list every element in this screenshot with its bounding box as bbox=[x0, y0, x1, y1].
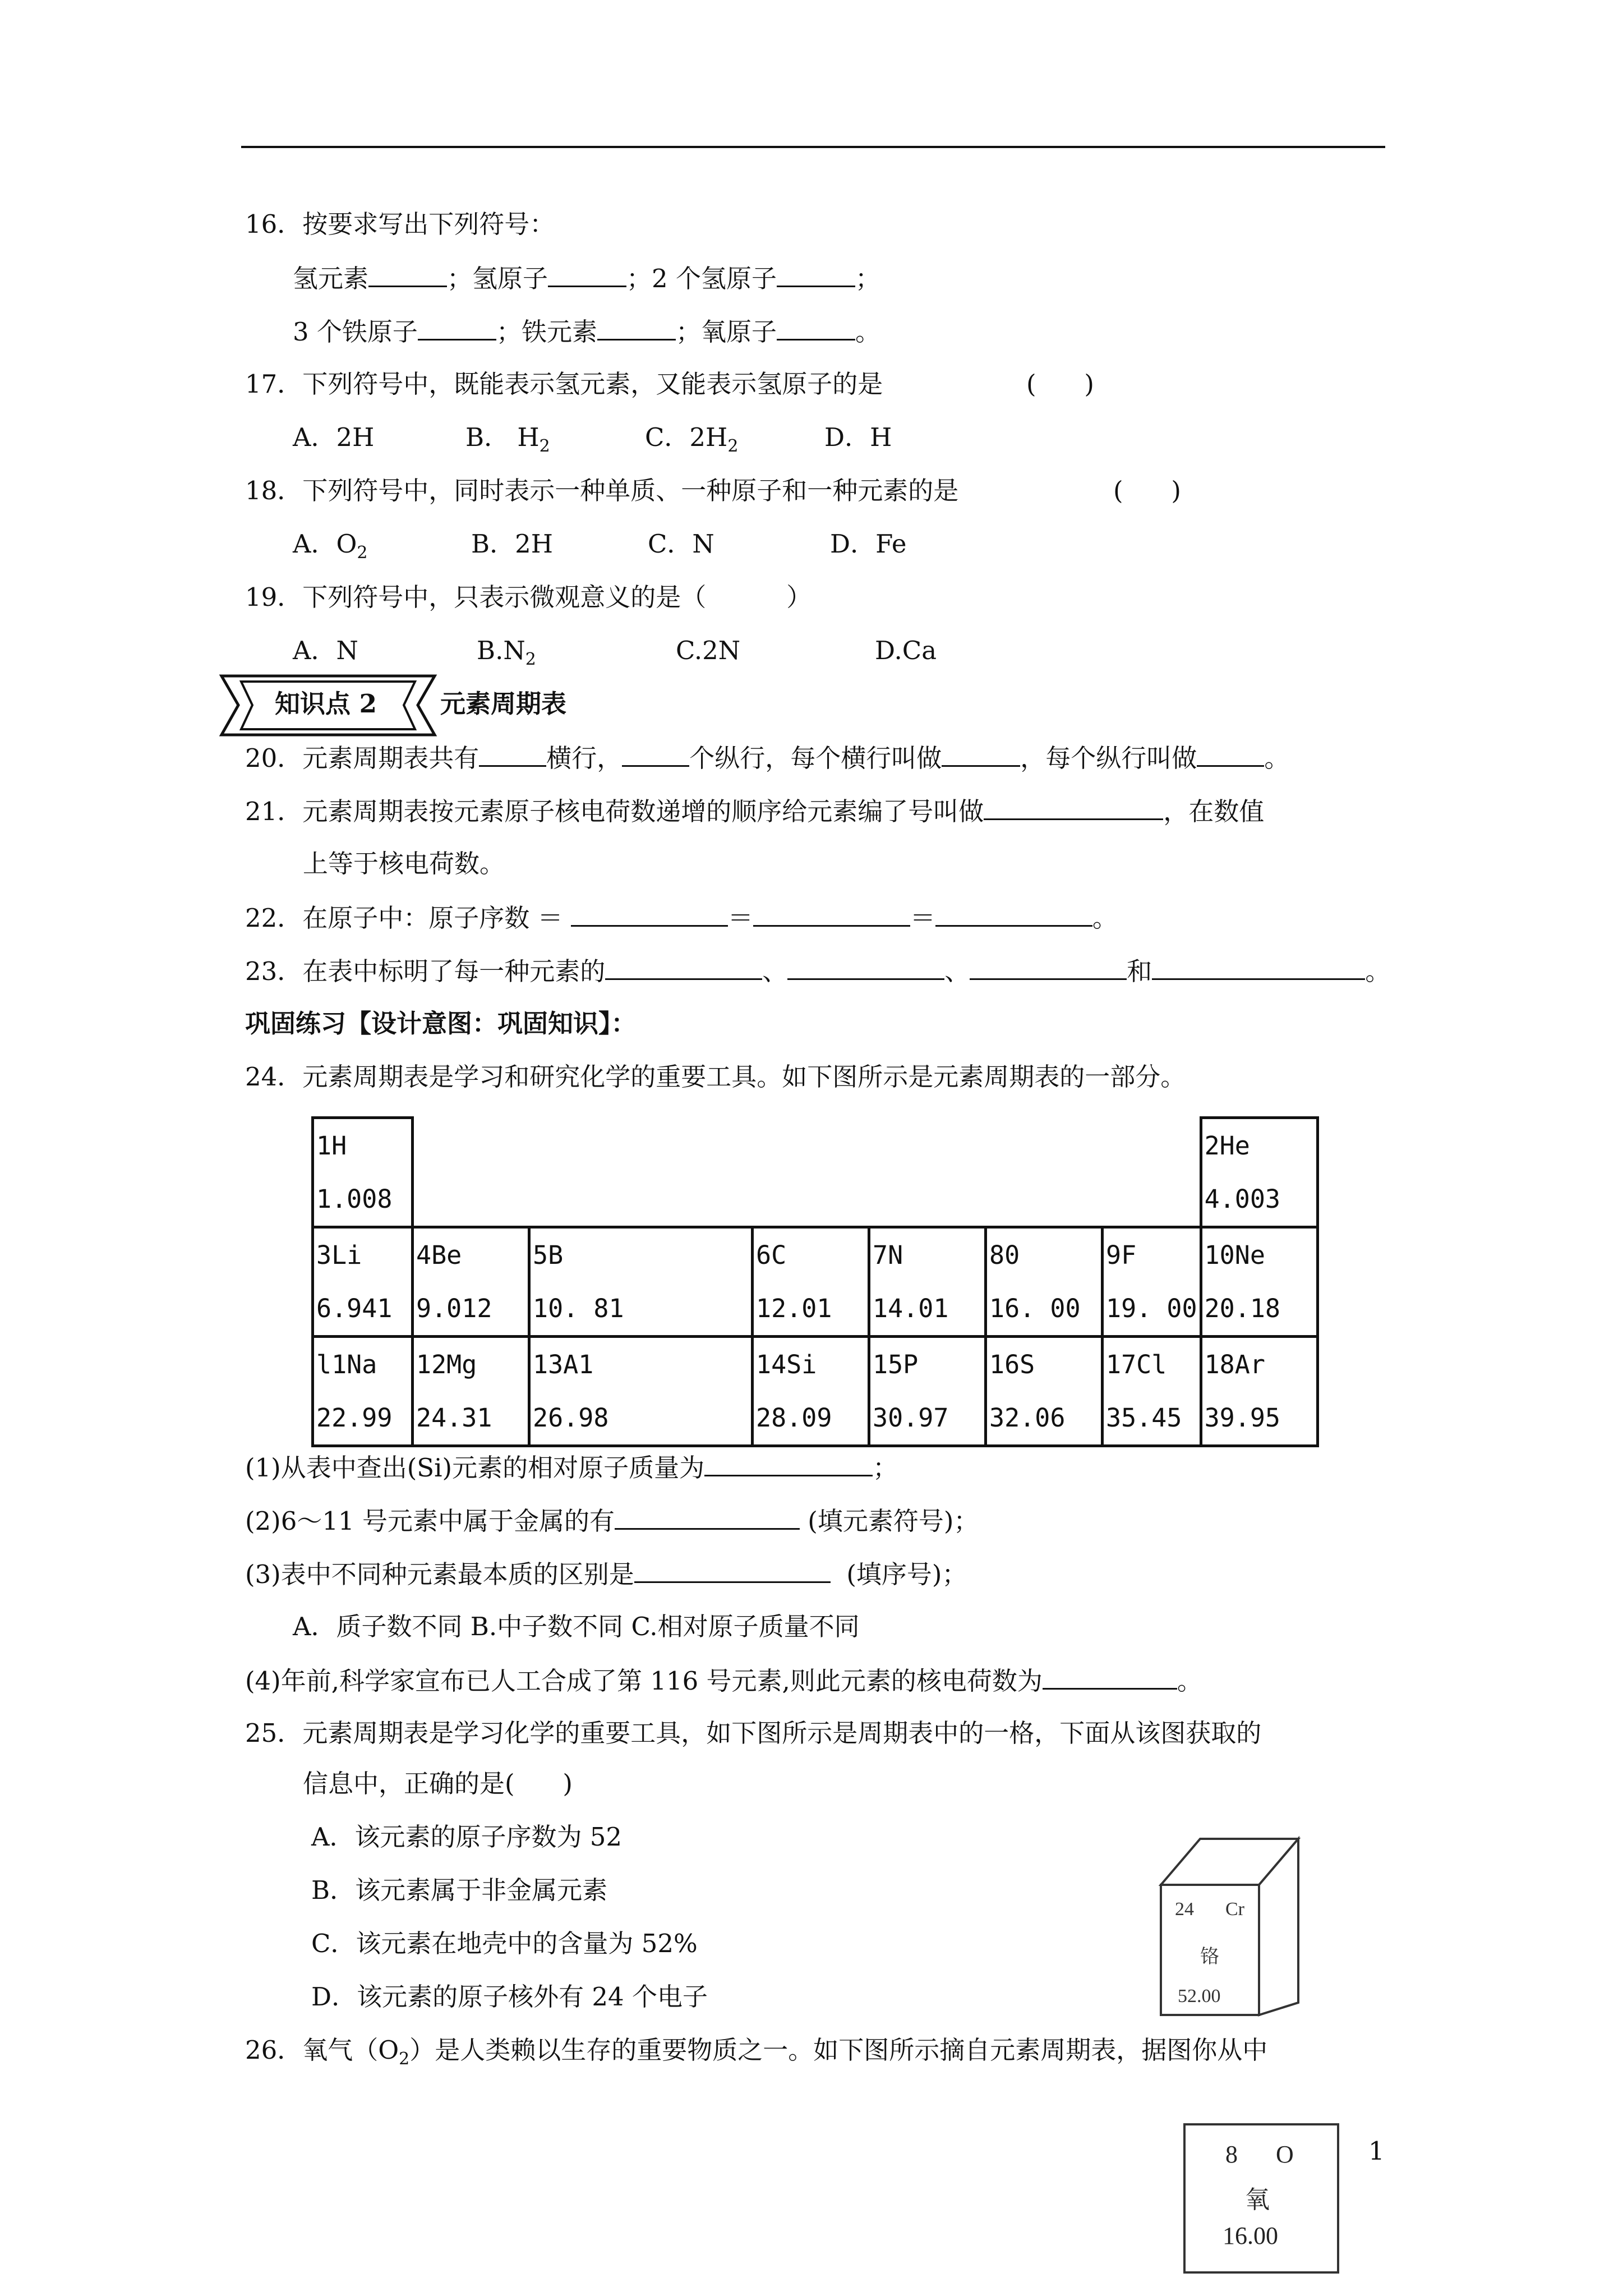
q19-stem: 19．下列符号中，只表示微观意义的是（ ） bbox=[245, 582, 812, 612]
cr-number: 24 bbox=[1175, 1899, 1194, 1920]
q20-c: 个纵行，每个横行叫做 bbox=[689, 743, 942, 773]
cell-mass: 39.95 bbox=[1204, 1403, 1281, 1433]
q17-option-a: A．2H bbox=[293, 422, 375, 452]
q22-b: ＝ bbox=[727, 903, 753, 933]
cell-mass: 16. 00 bbox=[989, 1294, 1081, 1323]
page-number: 1 bbox=[1368, 2136, 1385, 2166]
cell-symbol: 10Ne bbox=[1204, 1240, 1265, 1270]
q19-option-b: $B.N_2$ bbox=[477, 636, 536, 669]
cell-symbol: 3Li bbox=[316, 1240, 362, 1270]
blank[interactable] bbox=[548, 261, 626, 287]
cell-Be bbox=[413, 1227, 529, 1337]
q24-stem: 24．元素周期表是学习和研究化学的重要工具。如下图所示是元素周期表的一部分。 bbox=[245, 1062, 1186, 1092]
cell-H bbox=[313, 1118, 413, 1227]
q19-option-b-label: B.N bbox=[477, 636, 525, 665]
q16-line2 bbox=[293, 314, 880, 349]
q24-sub3-options: A．质子数不同 B.中子数不同 C.相对原子质量不同 bbox=[293, 1612, 860, 1641]
cell-symbol: 2He bbox=[1204, 1131, 1250, 1161]
cell-symbol: 9F bbox=[1106, 1240, 1137, 1270]
blank[interactable] bbox=[935, 900, 1092, 927]
q22 bbox=[245, 900, 1118, 935]
q16-l2-c: ；氧原子 bbox=[675, 317, 777, 347]
q21-line1 bbox=[245, 794, 1264, 829]
q17-paren: ( ) bbox=[1026, 369, 1094, 399]
q26-line1-b: ）是人类赖以生存的重要物质之一。如下图所示摘自元素周期表，据图你从中 bbox=[409, 2035, 1268, 2065]
cell-mass: 22.99 bbox=[316, 1403, 393, 1433]
cell-He bbox=[1201, 1118, 1317, 1227]
q25-line1: 25．元素周期表是学习化学的重要工具，如下图所示是周期表中的一格，下面从该图获取的 bbox=[245, 1718, 1262, 1748]
cell-symbol: 16S bbox=[989, 1350, 1035, 1379]
blank[interactable] bbox=[777, 314, 855, 341]
q16-l1-c: ；2 个氢原子 bbox=[626, 264, 777, 293]
blank[interactable] bbox=[704, 1450, 873, 1476]
o-name: 氧 bbox=[1245, 2185, 1270, 2214]
cell-Si bbox=[753, 1337, 869, 1446]
q24-sub1-end: ； bbox=[873, 1453, 898, 1483]
q24-sub2-text: (2)6～11 号元素中属于金属的有 bbox=[245, 1506, 615, 1536]
q19-option-a: A．N bbox=[293, 636, 358, 665]
q24-sub1 bbox=[245, 1450, 898, 1485]
cell-mass: 32.06 bbox=[989, 1403, 1066, 1433]
q16-line1 bbox=[293, 261, 880, 296]
blank[interactable] bbox=[605, 954, 762, 980]
blank[interactable] bbox=[615, 1503, 800, 1530]
cell-symbol: 12Mg bbox=[416, 1350, 477, 1379]
q20-d: ，每个纵行叫做 bbox=[1020, 743, 1197, 773]
q20-a: 20．元素周期表共有 bbox=[245, 743, 479, 773]
cell-O bbox=[986, 1227, 1103, 1337]
section-title: 元素周期表 bbox=[440, 689, 567, 719]
q24-sub4-end: 。 bbox=[1177, 1666, 1202, 1696]
q18-option-a-label: A．O bbox=[293, 529, 357, 559]
blank[interactable] bbox=[634, 1557, 831, 1583]
cell-mass: 6.941 bbox=[316, 1294, 393, 1323]
q23-b: 、 bbox=[762, 956, 788, 986]
cell-B bbox=[529, 1227, 753, 1337]
q18-option-c: C．N bbox=[648, 529, 714, 559]
q17-option-b: B． $H_2$ bbox=[465, 422, 550, 456]
cell-symbol: 17Cl bbox=[1106, 1350, 1167, 1379]
cell-mass: 28.09 bbox=[756, 1403, 832, 1433]
q22-a: 22．在原子中：原子序数 ＝ bbox=[245, 903, 571, 933]
table-gap bbox=[1317, 1118, 1324, 1227]
cell-C bbox=[753, 1227, 869, 1337]
cell-mass: 30.97 bbox=[873, 1403, 949, 1433]
q16-l2-b: ；铁元素 bbox=[496, 317, 597, 347]
cell-mass: 12.01 bbox=[756, 1294, 832, 1323]
q26-line1: 26．氧气$(O_2)$是人类赖以生存的重要物质之一。如下图所示摘自元素周期表，据图你从中 bbox=[245, 2035, 1268, 2069]
blank[interactable] bbox=[571, 900, 728, 927]
cell-mass: 9.012 bbox=[416, 1294, 492, 1323]
cell-mass: 1.008 bbox=[316, 1184, 393, 1214]
q18-paren: ( ) bbox=[1113, 476, 1181, 505]
cell-Ar bbox=[1201, 1337, 1317, 1446]
cell-Li bbox=[313, 1227, 413, 1337]
q18-stem: 18．下列符号中，同时表示一种单质、一种原子和一种元素的是 bbox=[245, 476, 959, 505]
q21-line2: 上等于核电荷数。 bbox=[303, 849, 505, 878]
q24-sub2 bbox=[245, 1503, 979, 1538]
section-badge-label: 知识点 2 bbox=[275, 689, 377, 719]
q21-text: 21．元素周期表按元素原子核电荷数递增的顺序给元素编了号叫做 bbox=[245, 797, 984, 826]
q19-option-c: C.2N bbox=[676, 636, 741, 665]
q18-option-b: B．2H bbox=[471, 529, 553, 559]
cell-mass: 10. 81 bbox=[533, 1294, 624, 1323]
table-gap bbox=[413, 1118, 1201, 1227]
q16-l1-a: 氢元素 bbox=[293, 264, 369, 293]
blank[interactable] bbox=[984, 794, 1163, 820]
blank[interactable] bbox=[479, 740, 546, 767]
cell-symbol: 13A1 bbox=[533, 1350, 594, 1379]
cell-mass: 26.98 bbox=[533, 1403, 609, 1433]
q24-sub2-end: (填元素符号)； bbox=[799, 1506, 979, 1536]
cell-symbol: l1Na bbox=[316, 1350, 377, 1379]
o-number: 8 bbox=[1225, 2141, 1238, 2168]
cell-mass: 35.45 bbox=[1106, 1403, 1182, 1433]
q16-l2-d: 。 bbox=[855, 317, 880, 347]
q21-end: ，在数值 bbox=[1163, 797, 1265, 826]
q16-l2-a: 3 个铁原子 bbox=[293, 317, 418, 347]
cell-mass: 4.003 bbox=[1204, 1184, 1281, 1214]
q22-c: ＝ bbox=[910, 903, 935, 933]
cell-symbol: 5B bbox=[533, 1240, 564, 1270]
q23-a: 23．在表中标明了每一种元素的 bbox=[245, 956, 606, 986]
periodic-table-excerpt bbox=[311, 1116, 1324, 1447]
cell-symbol: 80 bbox=[989, 1240, 1020, 1270]
q23-e: 。 bbox=[1365, 956, 1391, 986]
q25-option-a: A．该元素的原子序数为 52 bbox=[311, 1822, 623, 1852]
q24-sub3-end: (填序号)； bbox=[830, 1559, 967, 1589]
q25-option-d: D．该元素的原子核外有 24 个电子 bbox=[311, 1982, 708, 2012]
q16-stem: 16．按要求写出下列符号： bbox=[245, 209, 555, 239]
q18-option-d: D．Fe bbox=[830, 529, 907, 559]
q25-option-c: C．该元素在地壳中的含量为 52% bbox=[311, 1929, 698, 1958]
practice-heading: 巩固练习【设计意图：巩固知识】： bbox=[245, 1009, 637, 1038]
q24-sub3 bbox=[245, 1557, 967, 1591]
blank[interactable] bbox=[622, 740, 689, 767]
cell-mass: 20.18 bbox=[1204, 1294, 1281, 1323]
cell-N bbox=[869, 1227, 986, 1337]
blank[interactable] bbox=[753, 900, 910, 927]
cell-Cl bbox=[1103, 1337, 1201, 1446]
cr-symbol: Cr bbox=[1225, 1899, 1244, 1920]
blank[interactable] bbox=[1197, 740, 1264, 767]
q24-sub4 bbox=[245, 1663, 1202, 1698]
q23-d: 和 bbox=[1127, 956, 1152, 986]
cell-symbol: 6C bbox=[756, 1240, 787, 1270]
blank[interactable] bbox=[1043, 1663, 1177, 1690]
q16-l1-d: ； bbox=[855, 264, 880, 293]
q20-b: 横行， bbox=[546, 743, 623, 773]
q19-option-d: D.Ca bbox=[875, 636, 937, 665]
q23 bbox=[245, 954, 1390, 988]
q20 bbox=[245, 740, 1289, 775]
cell-symbol: 18Ar bbox=[1204, 1350, 1265, 1379]
q24-sub4-text: (4)年前,科学家宣布已人工合成了第 116 号元素,则此元素的核电荷数为 bbox=[245, 1666, 1043, 1696]
blank[interactable] bbox=[1152, 954, 1365, 980]
cell-F bbox=[1103, 1227, 1201, 1337]
q16-l1-b: ；氢原子 bbox=[447, 264, 548, 293]
q25-option-b: B．该元素属于非金属元素 bbox=[311, 1875, 608, 1905]
blank[interactable] bbox=[597, 314, 676, 341]
cell-symbol: 14Si bbox=[756, 1350, 817, 1379]
o-symbol: O bbox=[1276, 2141, 1294, 2168]
cr-mass: 52.00 bbox=[1178, 1986, 1221, 2007]
q17-option-c: C．$2H_2$ bbox=[645, 422, 739, 456]
blank[interactable] bbox=[418, 314, 496, 341]
cr-name: 铬 bbox=[1200, 1945, 1219, 1968]
q17-stem: 17．下列符号中，既能表示氢元素，又能表示氢原子的是 bbox=[245, 369, 883, 399]
cell-mass: 24.31 bbox=[416, 1403, 492, 1433]
o-mass: 16.00 bbox=[1223, 2222, 1278, 2249]
cell-Na bbox=[313, 1337, 413, 1446]
cell-Mg bbox=[413, 1337, 529, 1446]
cell-symbol: 15P bbox=[873, 1350, 919, 1379]
q26-line1-a: 26．氧气（O bbox=[245, 2035, 399, 2065]
cell-Al bbox=[529, 1337, 753, 1446]
q22-d: 。 bbox=[1092, 903, 1118, 933]
q17-option-d: D．H bbox=[824, 422, 892, 452]
q24-sub3-text: (3)表中不同种元素最本质的区别是 bbox=[245, 1559, 634, 1589]
q25-line2: 信息中，正确的是( ) bbox=[303, 1769, 573, 1798]
q23-c: 、 bbox=[944, 956, 970, 986]
blank[interactable] bbox=[368, 261, 447, 287]
blank[interactable] bbox=[777, 261, 855, 287]
cell-P bbox=[869, 1337, 986, 1446]
q24-sub1-text: (1)从表中查出(Si)元素的相对原子质量为 bbox=[245, 1453, 705, 1483]
cell-Ne bbox=[1201, 1227, 1317, 1337]
cell-symbol: 4Be bbox=[416, 1240, 462, 1270]
blank[interactable] bbox=[942, 740, 1020, 767]
blank[interactable] bbox=[787, 954, 944, 980]
q20-e: 。 bbox=[1264, 743, 1290, 773]
cell-symbol: 1H bbox=[316, 1131, 347, 1161]
cell-mass: 14.01 bbox=[873, 1294, 949, 1323]
blank[interactable] bbox=[970, 954, 1127, 980]
q17-option-b-label: B． bbox=[465, 422, 510, 452]
cell-S bbox=[986, 1337, 1103, 1446]
q17-option-c-label: C．2H bbox=[645, 422, 728, 452]
q18-option-a: A．$O_2$ bbox=[293, 529, 368, 563]
header-rule bbox=[241, 146, 1385, 148]
cell-symbol: 7N bbox=[873, 1240, 903, 1270]
cell-mass: 19. 00 bbox=[1106, 1294, 1197, 1323]
